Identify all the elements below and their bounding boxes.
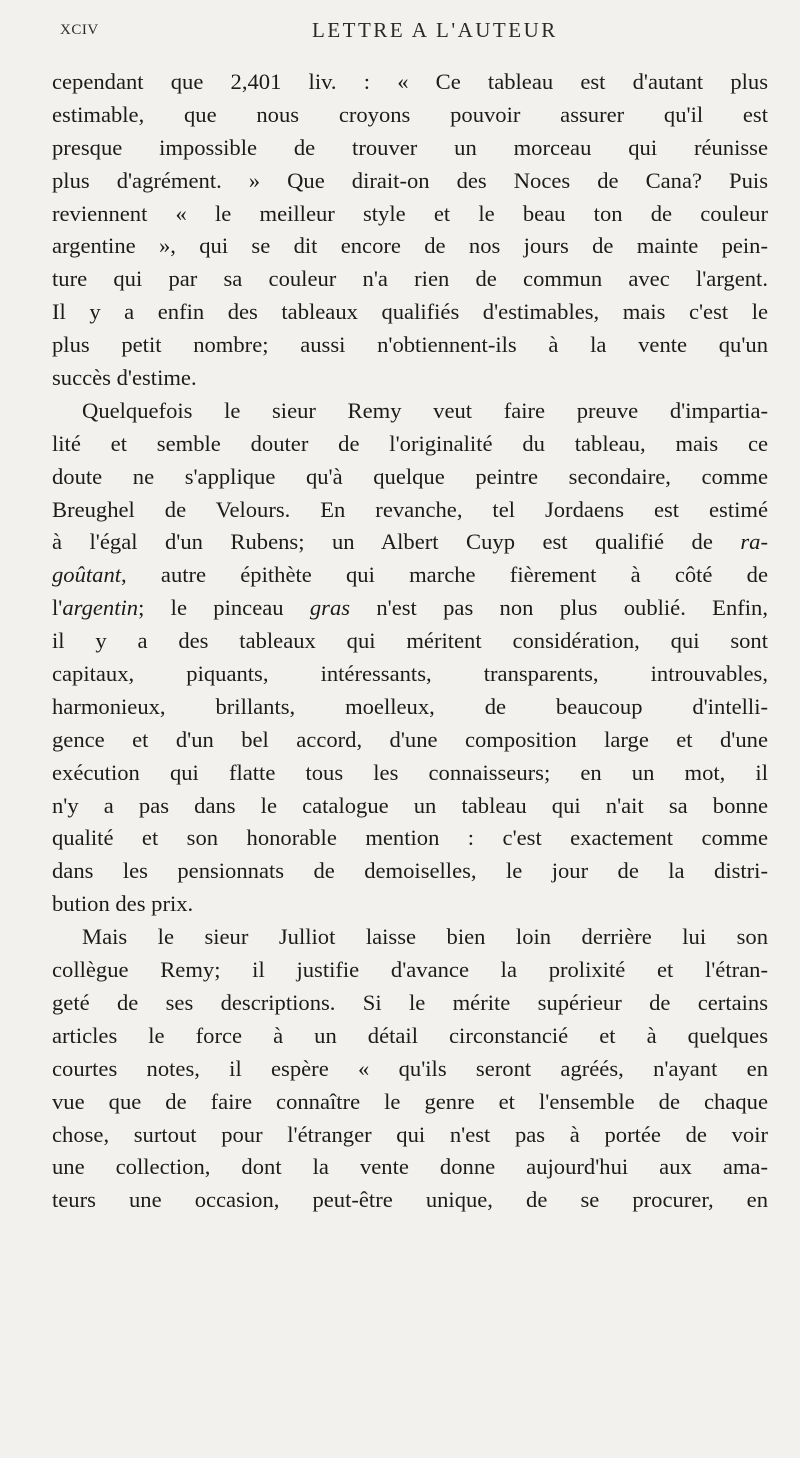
text-line: ture qui par sa couleur n'a rien de commun avec l'argent.	[52, 266, 768, 292]
text-segment: à l'égal d'un Rubens; un Albert Cuyp est qualifié de	[52, 529, 741, 555]
page-number: XCIV	[60, 22, 99, 38]
text-segment: , autre épithète qui marche fièrement à côté de	[121, 562, 768, 588]
text-line: vue que de faire connaître le genre et l'ensemble de chaque	[52, 1088, 768, 1114]
text-line: qualité et son honorable mention : c'est exactement comme	[52, 825, 768, 851]
text-line: n'y a pas dans le catalogue un tableau qui n'ait sa bonne	[52, 792, 768, 818]
text-line: presque impossible de trouver un morceau qui réunisse	[52, 134, 768, 160]
text-line: exécution qui flatte tous les connaisseurs; en un mot, il	[52, 759, 768, 785]
running-head	[0, 18, 800, 48]
text-line: capitaux, piquants, intéressants, transparents, introuvables,	[52, 661, 768, 687]
text-line: cependant que 2,401 liv. : « Ce tableau est d'autant plus	[52, 69, 768, 94]
text-line	[52, 559, 768, 592]
text-line: plus petit nombre; aussi n'obtiennent-ils à la vente qu'un	[52, 332, 768, 358]
running-title: LETTRE A L'AUTEUR	[312, 18, 558, 42]
text-line: Quelquefois le sieur Remy veut faire preuve d'impartia-	[82, 397, 768, 423]
text-segment: n'est pas non plus oublié. Enfin,	[350, 595, 768, 621]
text-line: Breughel de Velours. En revanche, tel Jordaens est estimé	[52, 496, 768, 522]
italic-term: gras	[309, 595, 351, 621]
text-line: harmonieux, brillants, moelleux, de beaucoup d'intelli-	[52, 693, 768, 719]
text-line: gence et d'un bel accord, d'une composition large et d'une	[52, 726, 768, 752]
text-line: une collection, dont la vente donne aujourd'hui aux ama-	[52, 1154, 768, 1180]
text-line: articles le force à un détail circonstancié et à quelques	[52, 1022, 768, 1048]
text-segment: ; le pinceau	[138, 595, 310, 621]
text-line	[52, 526, 768, 559]
text-line: bution des prix.	[52, 891, 194, 917]
body-text	[52, 66, 768, 1217]
text-line: doute ne s'applique qu'à quelque peintre secondaire, comme	[52, 463, 768, 489]
text-line: dans les pensionnats de demoiselles, le jour de la distri-	[52, 858, 768, 884]
text-line: chose, surtout pour l'étranger qui n'est pas à portée de voir	[52, 1121, 768, 1147]
text-line	[52, 592, 768, 625]
italic-term: argentin	[62, 595, 139, 621]
text-line: teurs une occasion, peut-être unique, de se procurer, en	[52, 1187, 768, 1213]
text-line: courtes notes, il espère « qu'ils seront agréés, n'ayant en	[52, 1055, 768, 1081]
text-line: lité et semble douter de l'originalité du tableau, mais ce	[52, 430, 768, 456]
text-line: succès d'estime.	[52, 365, 197, 391]
text-segment: l'	[52, 595, 63, 621]
text-line: Mais le sieur Julliot laisse bien loin derrière lui son	[82, 924, 768, 950]
text-line: Il y a enfin des tableaux qualifiés d'estimables, mais c'est le	[52, 299, 768, 325]
italic-term: ra-	[740, 529, 768, 555]
text-line: geté de ses descriptions. Si le mérite supérieur de certains	[52, 989, 768, 1015]
text-line: plus d'agrément. » Que dirait-on des Noces de Cana? Puis	[52, 167, 768, 193]
italic-term: goûtant	[52, 562, 122, 588]
text-line: il y a des tableaux qui méritent considération, qui sont	[52, 628, 768, 654]
text-line: collègue Remy; il justifie d'avance la prolixité et l'étran-	[52, 957, 768, 983]
text-line: reviennent « le meilleur style et le beau ton de couleur	[52, 200, 768, 226]
text-line: argentine », qui se dit encore de nos jours de mainte pein-	[52, 233, 768, 259]
text-line: estimable, que nous croyons pouvoir assurer qu'il est	[52, 101, 768, 127]
